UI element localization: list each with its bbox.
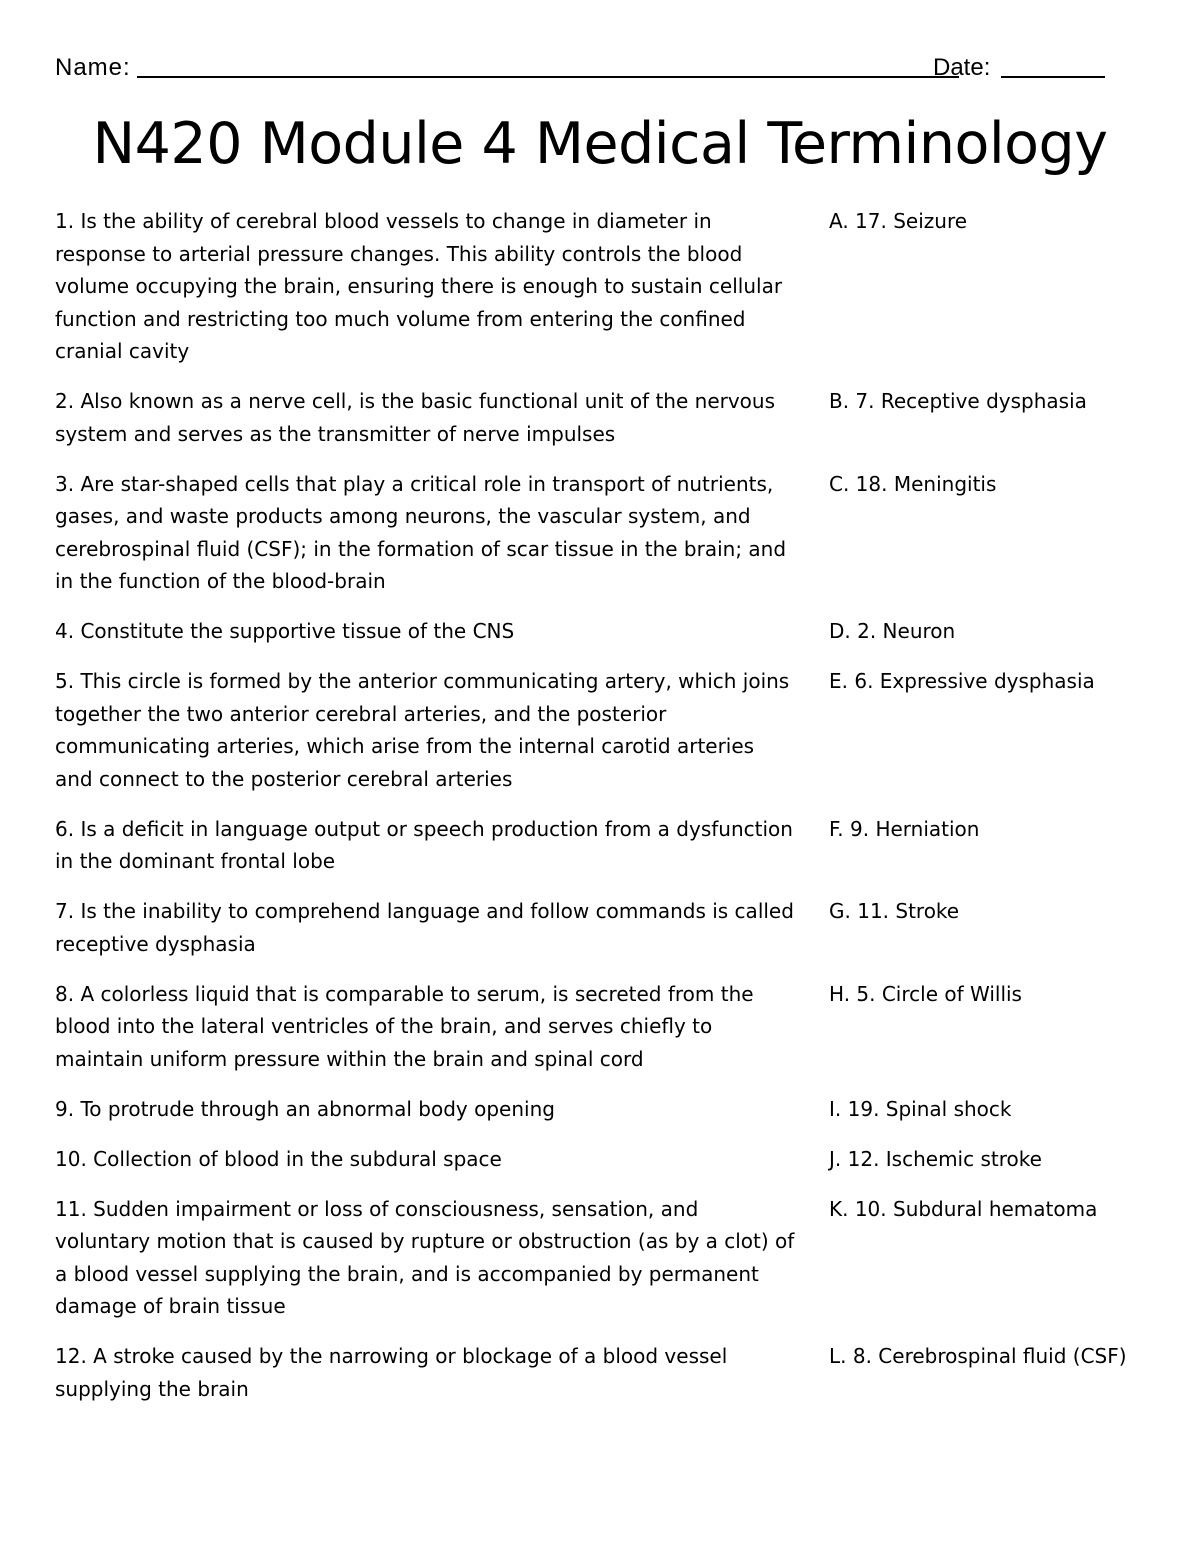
matching-row-12 [55, 1340, 1165, 1405]
question-3: 3. Are star-shaped cells that play a critical role in transport of nutrients, gases, and waste products among neurons, the vascular system, and cerebrospinal fluid (CSF); in the formation of scar tissue in the brain; and in the function of the blood-brain [55, 471, 787, 593]
answer-c: C. 18. Meningitis [829, 471, 997, 496]
matching-row-4 [55, 615, 1165, 648]
answer-l: L. 8. Cerebrospinal fluid (CSF) [829, 1344, 1127, 1368]
answer-i: I. 19. Spinal shock [829, 1096, 1012, 1121]
page-title: N420 Module 4 Medical Terminology [92, 111, 1108, 177]
matching-row-1 [55, 205, 1165, 368]
matching-row-10 [55, 1143, 1165, 1176]
question-2: 2. Also known as a nerve cell, is the basic functional unit of the nervous system and serves as the transmitter of nerve impulses [55, 389, 776, 446]
question-4: 4. Constitute the supportive tissue of the CNS [55, 619, 515, 643]
matching-row-6 [55, 813, 1165, 878]
question-7: 7. Is the inability to comprehend language and follow commands is called receptive dysphasia [55, 899, 794, 956]
question-1: 1. Is the ability of cerebral blood vessels to change in diameter in response to arterial pressure changes. This ability controls the blood volume occupying the brain, ensuring there is enough to sustain cellular function and restricting too much volume from entering the confined cranial cavity [55, 209, 783, 363]
answer-d: D. 2. Neuron [829, 619, 956, 643]
matching-row-3 [55, 468, 1165, 598]
matching-row-5 [55, 665, 1165, 795]
matching-row-8 [55, 978, 1165, 1076]
answer-b: B. 7. Receptive dysphasia [829, 389, 1087, 413]
date-blank-line[interactable] [1001, 76, 1105, 78]
name-label: Name: [55, 54, 131, 81]
name-blank-line[interactable] [137, 76, 959, 78]
date-label: Date: [933, 54, 991, 81]
question-12: 12. A stroke caused by the narrowing or blockage of a blood vessel supplying the brain [55, 1344, 728, 1401]
matching-row-11 [55, 1193, 1165, 1323]
matching-row-9 [55, 1093, 1165, 1126]
matching-row-7 [55, 895, 1165, 960]
answer-j: J. 12. Ischemic stroke [829, 1146, 1042, 1171]
matching-list [55, 205, 1165, 1423]
answer-f: F. 9. Herniation [829, 816, 980, 841]
matching-row-2 [55, 385, 1165, 450]
answer-k: K. 10. Subdural hematoma [829, 1196, 1098, 1221]
name-date-header [55, 52, 1105, 86]
answer-g: G. 11. Stroke [829, 899, 960, 923]
answer-a: A. 17. Seizure [829, 209, 968, 233]
answer-e: E. 6. Expressive dysphasia [829, 669, 1095, 693]
question-5: 5. This circle is formed by the anterior communicating artery, which joins together the two anterior cerebral arteries, and the posterior communicating arteries, which arise from the internal carotid arteries and connect to the posterior cerebral arteries [55, 669, 790, 791]
question-10: 10. Collection of blood in the subdural space [55, 1146, 502, 1171]
answer-h: H. 5. Circle of Willis [829, 981, 1022, 1006]
question-11: 11. Sudden impairment or loss of consciousness, sensation, and voluntary motion that is caused by rupture or obstruction (as by a clot) of a blood vessel supplying the brain, and is accompanied by permanent damage of brain tissue [55, 1196, 795, 1318]
question-9: 9. To protrude through an abnormal body opening [55, 1096, 555, 1121]
question-8: 8. A colorless liquid that is comparable to serum, is secreted from the blood into the lateral ventricles of the brain, and serves chiefly to maintain uniform pressure within the brain and spinal cord [55, 981, 754, 1071]
question-6: 6. Is a deficit in language output or speech production from a dysfunction in the dominant frontal lobe [55, 816, 793, 873]
